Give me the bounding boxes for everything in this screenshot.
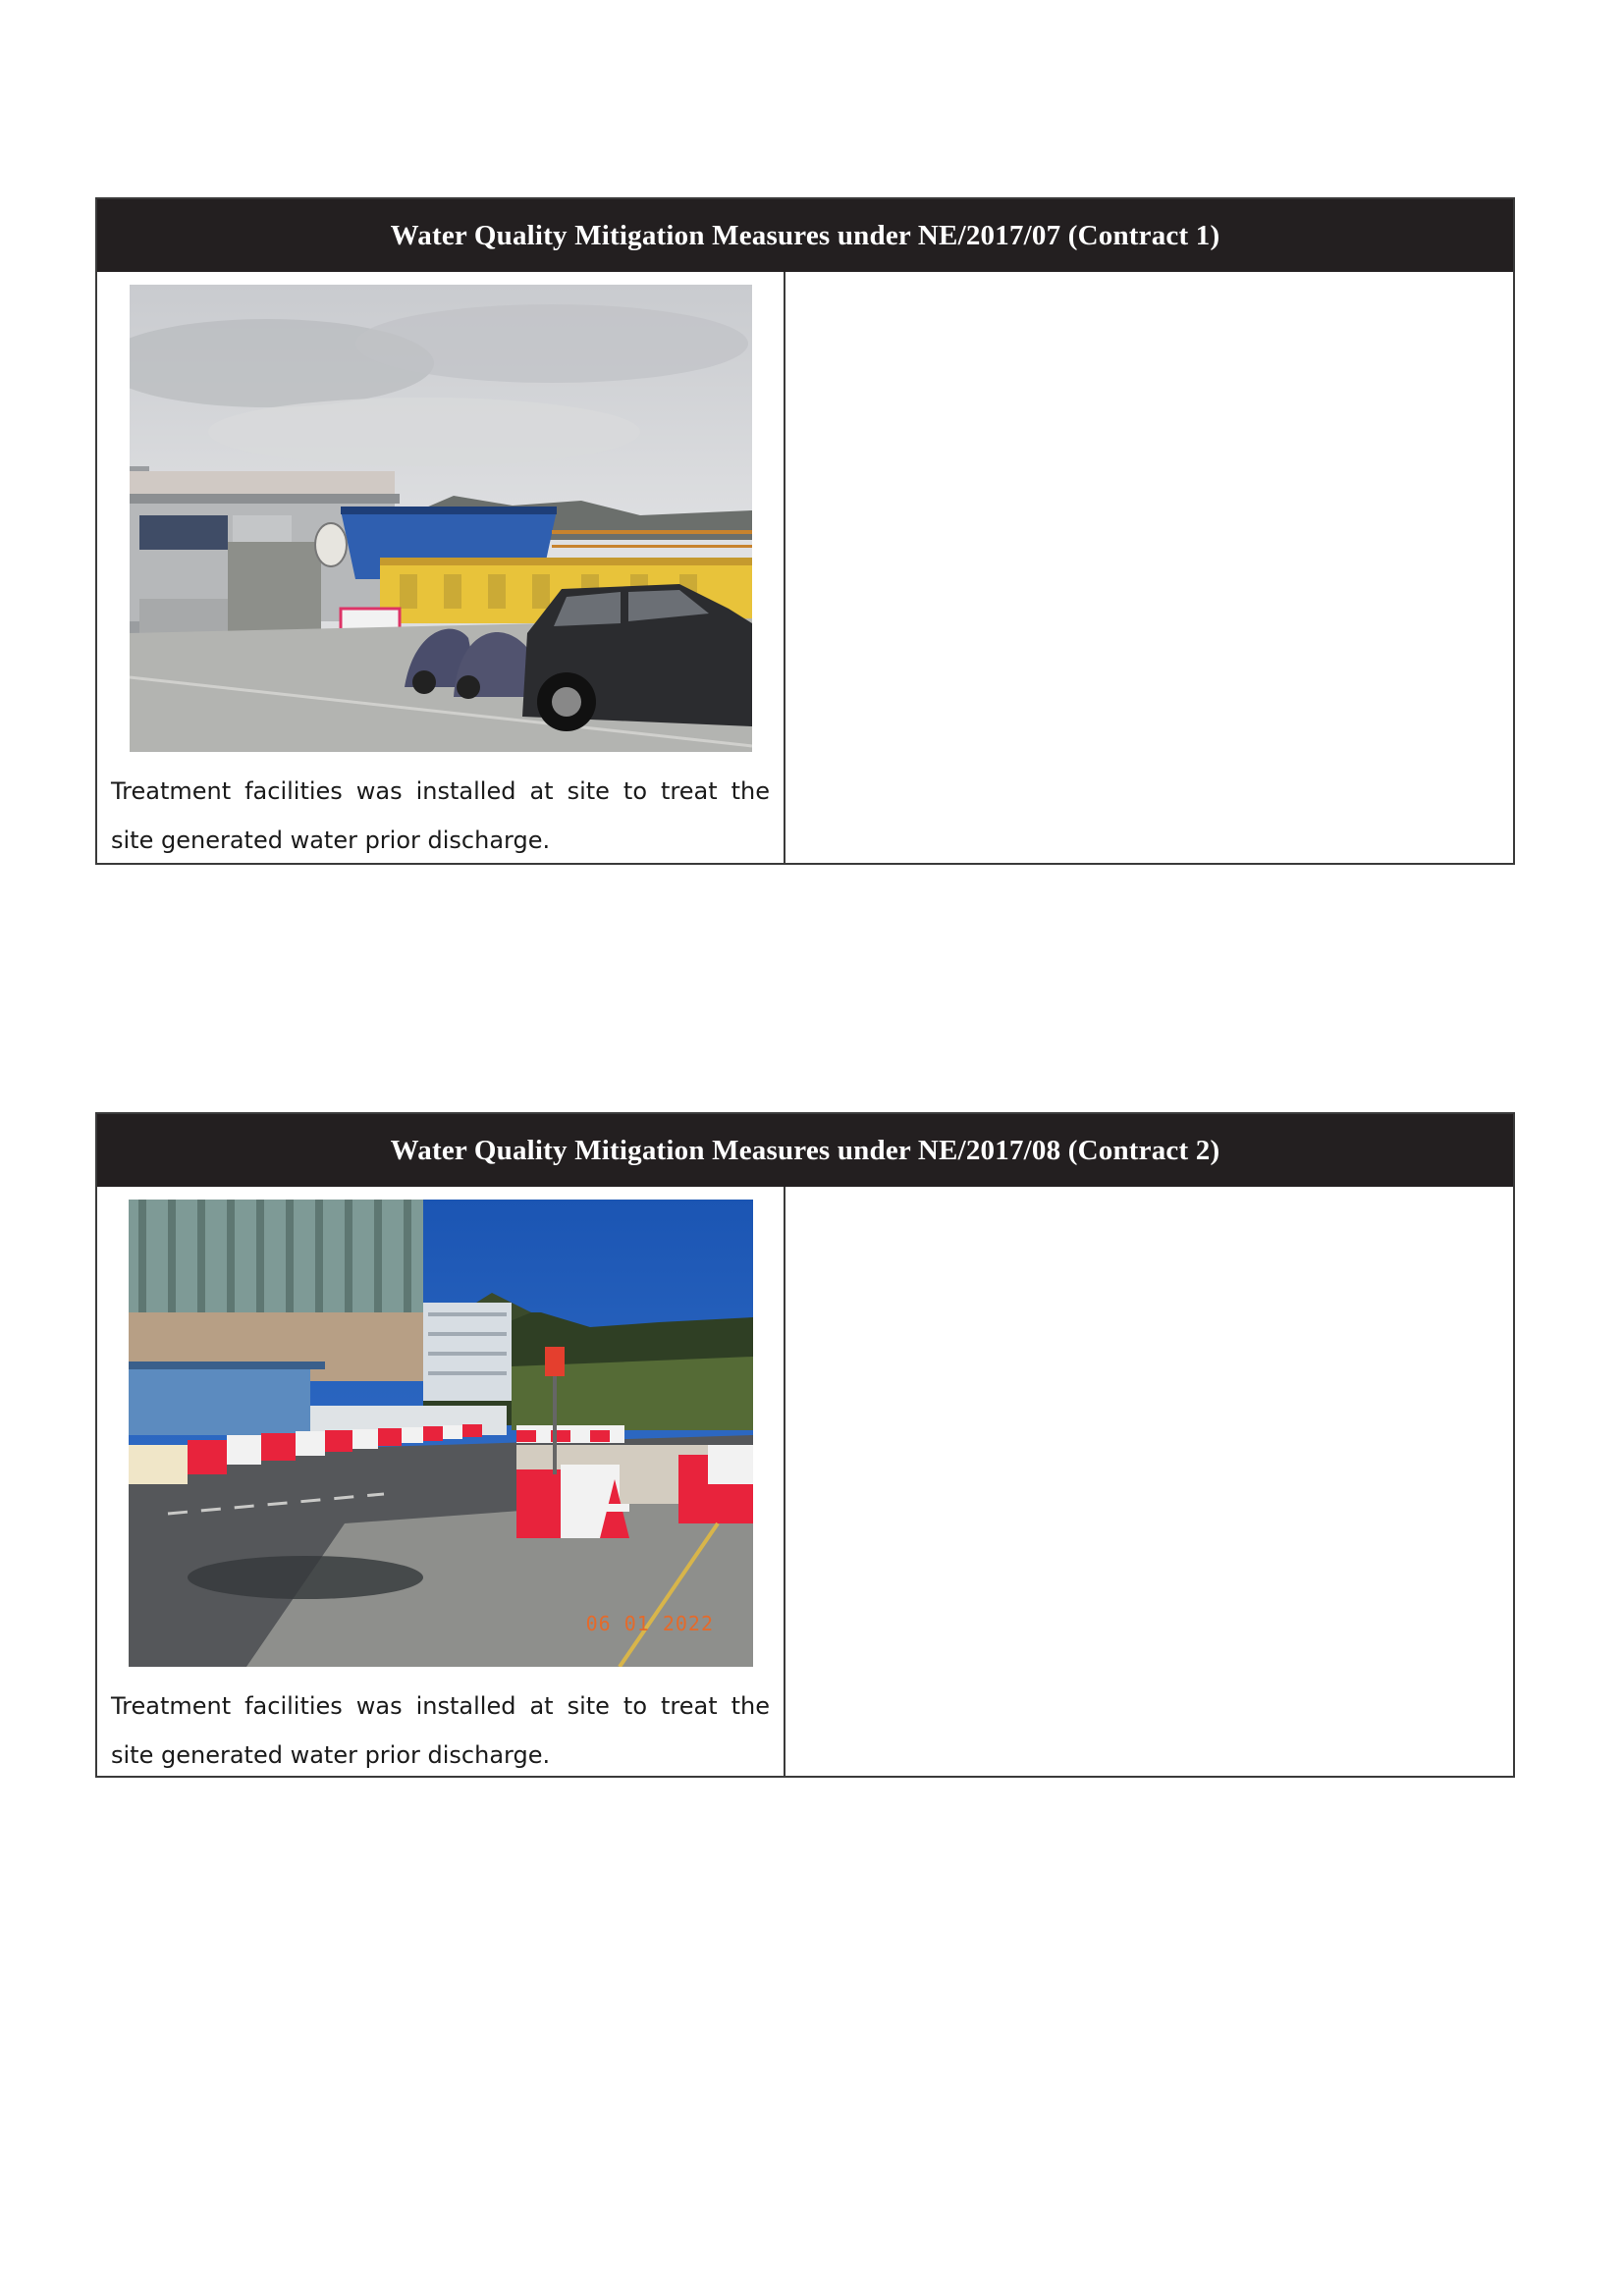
empty-cell (785, 1187, 1513, 1776)
mitigation-table-contract-1 (95, 197, 1515, 865)
photo-date-stamp: 06 01 2022 (585, 1612, 714, 1635)
site-photo-road-works (129, 1200, 753, 1667)
table-title: Water Quality Mitigation Measures under NE/2017/08 (Contract 2) (97, 1114, 1513, 1187)
table-body (97, 1187, 1513, 1776)
photo-cell (97, 1187, 785, 1776)
table-title: Water Quality Mitigation Measures under NE/2017/07 (Contract 1) (97, 199, 1513, 272)
empty-cell (785, 272, 1513, 863)
photo-cell (97, 272, 785, 863)
photo-caption: Treatment facilities was installed at site to treat the site generated water prior discharge. (111, 1692, 770, 1769)
table-body (97, 272, 1513, 863)
site-photo-treatment-facility (130, 285, 752, 752)
photo-caption: Treatment facilities was installed at site to treat the site generated water prior discharge. (111, 777, 770, 854)
mitigation-table-contract-2 (95, 1112, 1515, 1778)
